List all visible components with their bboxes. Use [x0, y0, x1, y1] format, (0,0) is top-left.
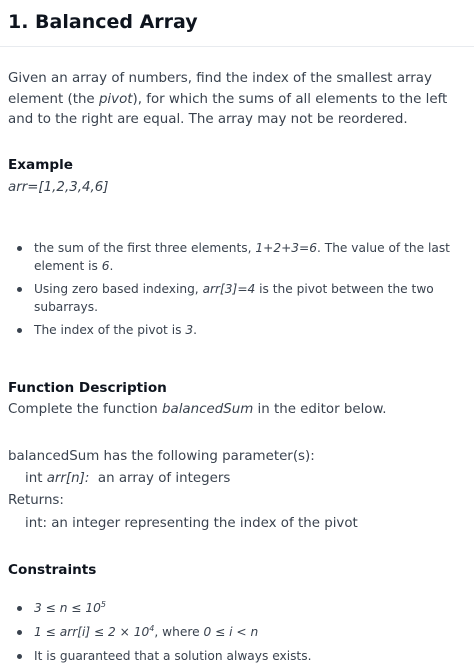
constraint-n: [0, 599, 474, 617]
param-desc: an array of integers: [89, 471, 231, 486]
parameter-arr: [25, 469, 230, 489]
bullet-text: . The value of the last element is: [34, 241, 450, 273]
constraint-math: [34, 601, 106, 615]
example-bullets: [0, 239, 474, 339]
problem-description: [8, 69, 463, 131]
function-name: balancedSum: [161, 402, 254, 417]
constraint-guarantee: It is guaranteed that a solution always exists.: [0, 647, 474, 665]
param-name: arr[n]:: [46, 471, 90, 486]
constraint-text: , where: [154, 625, 204, 639]
bullet-math: arr[3]=4: [202, 282, 256, 296]
bullet-math: 1+2+3=6: [255, 241, 318, 255]
intro-text-1: Given an array of numbers, find the index of the smallest array element (the: [8, 71, 432, 107]
constraint-arr: [0, 623, 474, 641]
constraints-list: [0, 599, 474, 665]
constraint-base: 3 ≤ n ≤ 10: [34, 601, 101, 615]
desc-text: in the editor below.: [253, 402, 387, 417]
bullet-text: .: [109, 259, 114, 273]
function-description-text: [8, 400, 386, 420]
function-description-heading: Function Description: [8, 380, 167, 396]
constraints-heading: Constraints: [8, 562, 97, 578]
example-bullet-3: [0, 321, 474, 339]
bullet-math: 6: [101, 259, 110, 273]
bullet-text: Using zero based indexing,: [34, 282, 203, 296]
constraint-range: 0 ≤ i < n: [203, 625, 259, 639]
example-array: arr=[1,2,3,4,6]: [8, 180, 109, 195]
constraint-math: [34, 625, 154, 639]
intro-text-2: ), for which the sums of all elements to the left and to the right are equal. The array may not be reordered.: [8, 91, 448, 127]
constraint-exponent: 5: [100, 599, 107, 609]
param-type: int: [25, 471, 47, 486]
constraint-base: 1 ≤ arr[i] ≤ 2 × 10: [34, 625, 150, 639]
bullet-text: .: [193, 323, 197, 337]
returns-description: int: an integer representing the index of the pivot: [25, 516, 358, 531]
problem-title: 1. Balanced Array: [8, 11, 198, 33]
example-bullet-2: [0, 280, 474, 316]
bullet-text: The index of the pivot is: [34, 323, 186, 337]
returns-label: Returns:: [8, 493, 64, 508]
parameters-intro: balancedSum has the following parameter(s):: [8, 449, 315, 464]
title-divider: [0, 46, 474, 47]
example-bullet-1: [0, 239, 474, 275]
example-heading: Example: [8, 157, 74, 173]
bullet-text: is the pivot between the two subarrays.: [34, 282, 434, 314]
bullet-text: the sum of the first three elements,: [34, 241, 256, 255]
pivot-term: pivot: [98, 91, 133, 107]
constraint-exponent: 4: [149, 623, 155, 633]
bullet-math: 3: [185, 323, 194, 337]
desc-text: Complete the function: [8, 402, 162, 417]
